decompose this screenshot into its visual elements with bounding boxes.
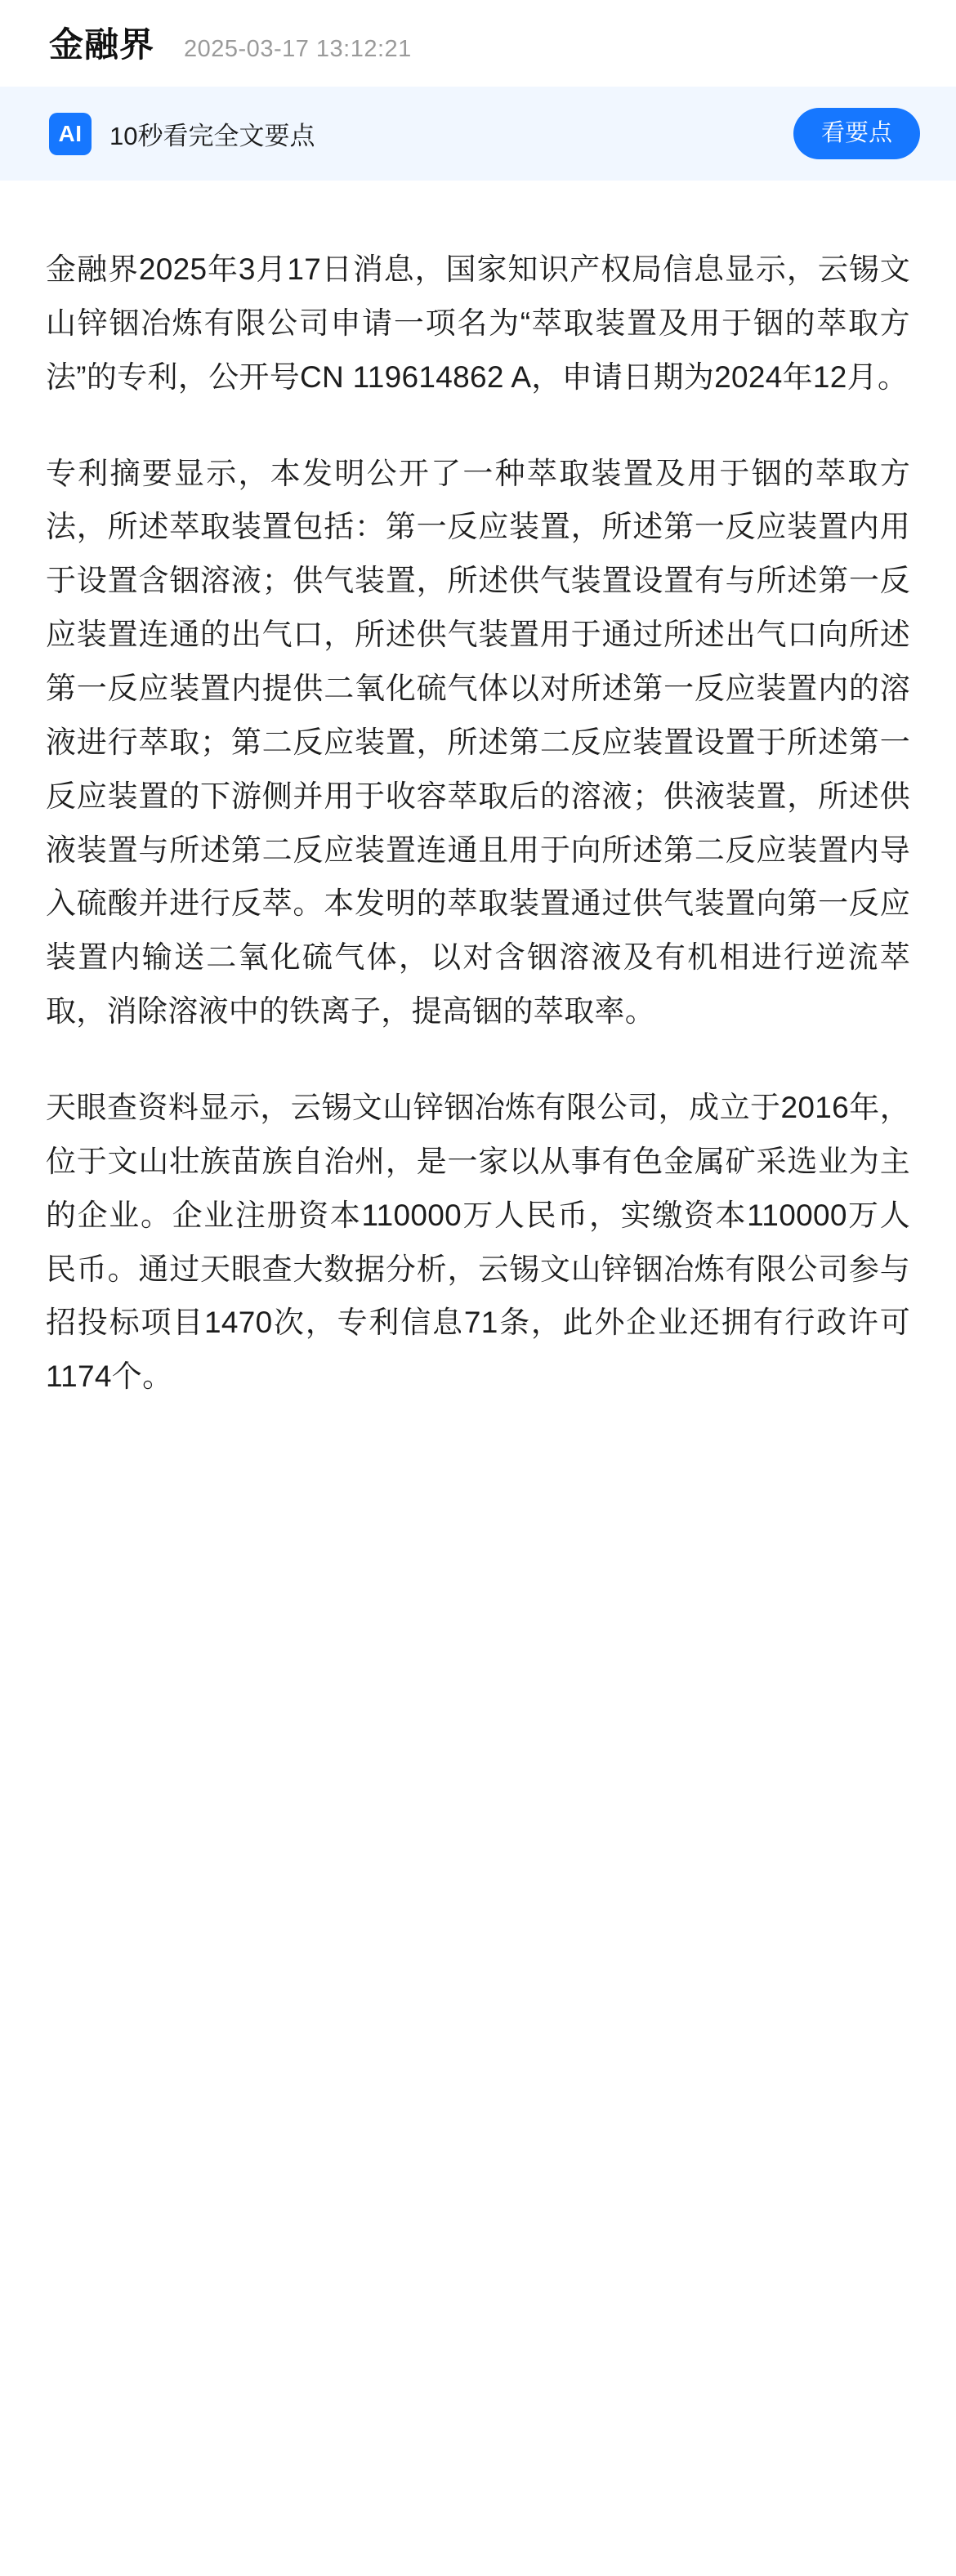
ai-badge-icon: AI xyxy=(49,113,92,155)
article-paragraph: 专利摘要显示，本发明公开了一种萃取装置及用于铟的萃取方法，所述萃取装置包括：第一反应装置，所述第一反应装置内用于设置含铟溶液；供气装置，所述供气装置设置有与所述第一反应装置连通的出气口，所述供气装置用于通过所述出气口向所述第一反应装置内提供二氧化硫气体以对所述第一反应装置内的溶液进行萃取；第二反应装置，所述第二反应装置设置于所述第一反应装置的下游侧并用于收容萃取后的溶液；供液装置，所述供液装置与所述第二反应装置连通且用于向所述第二反应装置内导入硫酸并进行反萃。本发明的萃取装置通过供气装置向第一反应装置内输送二氧化硫气体，以对含铟溶液及有机相进行逆流萃取，消除溶液中的铁离子，提高铟的萃取率。 xyxy=(46,456,910,1029)
ai-summary-label: 10秒看完全文要点 xyxy=(109,122,315,150)
page-header xyxy=(0,0,956,87)
article-paragraph: 天眼查资料显示，云锡文山锌铟冶炼有限公司，成立于2016年，位于文山壮族苗族自治州，是一家以从事有色金属矿采选业为主的企业。企业注册资本110000万人民币，实缴资本110000万人民币。通过天眼查大数据分析，云锡文山锌铟冶炼有限公司参与招投标项目1470次，专利信息71条，此外企业还拥有行政许可1174个。 xyxy=(46,1091,910,1394)
publish-timestamp: 2025-03-17 13:12:21 xyxy=(184,36,412,62)
site-name: 金融界 xyxy=(49,25,155,64)
article-body xyxy=(0,181,956,1436)
ai-summary-banner[interactable] xyxy=(0,87,956,181)
article-paragraph: 金融界2025年3月17日消息，国家知识产权局信息显示，云锡文山锌铟冶炼有限公司申请一项名为“萃取装置及用于铟的萃取方法”的专利，公开号CN 119614862 A，申请日期为2024年12月。 xyxy=(46,252,910,394)
view-summary-button[interactable]: 看要点 xyxy=(793,108,920,159)
